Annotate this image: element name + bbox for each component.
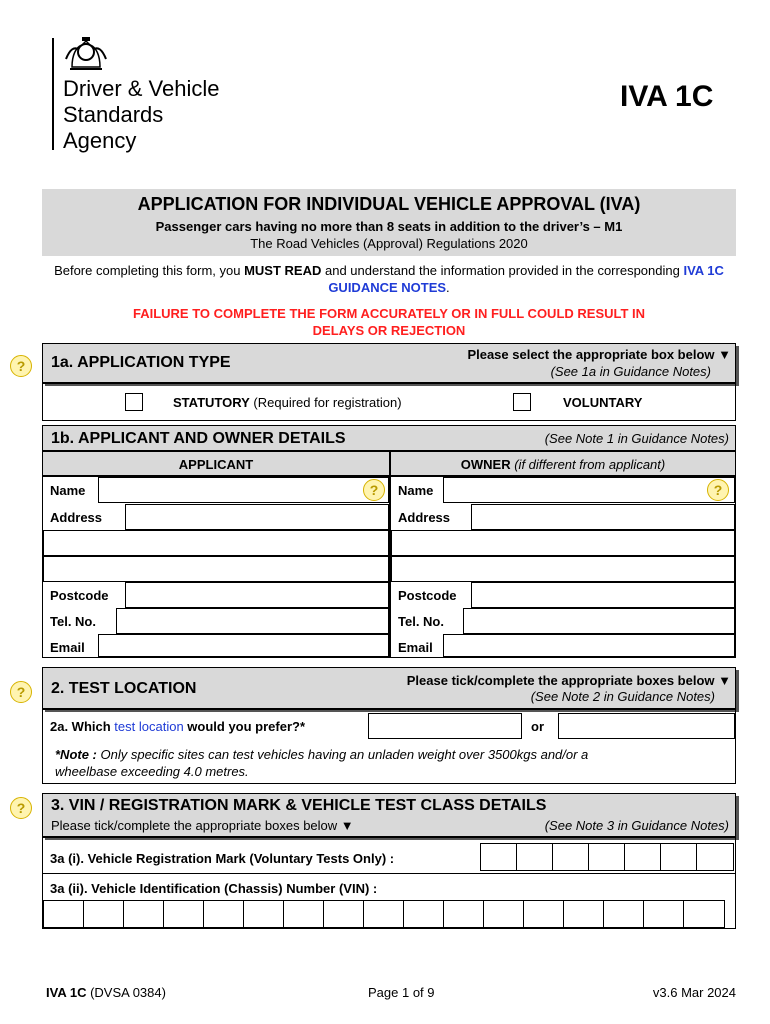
section-1b-header [42, 425, 736, 451]
section-1a-header [42, 343, 736, 383]
vin-char-box[interactable] [243, 900, 284, 928]
owner-postcode-field[interactable] [471, 582, 735, 608]
footer-form-code [46, 985, 166, 1000]
owner-tel-label: Tel. No. [398, 614, 444, 629]
test-location-link[interactable]: test location [114, 719, 184, 734]
section-1b-note: (See Note 1 in Guidance Notes) [544, 431, 729, 446]
applicant-postcode-field[interactable] [125, 582, 389, 608]
applicant-tel-field[interactable] [116, 608, 389, 634]
vin-char-box[interactable] [283, 900, 324, 928]
footer-code-bold: IVA 1C [46, 985, 87, 1000]
owner-email-field[interactable] [443, 634, 735, 657]
note-text: Only specific sites can test vehicles having an unladen weight over 3500kgs and/or a [96, 747, 589, 762]
owner-name-label: Name [398, 483, 434, 498]
vin-char-box[interactable] [683, 900, 725, 928]
owner-header-note: (if different from applicant) [510, 457, 666, 472]
title-block [42, 189, 736, 256]
applicant-header-label: APPLICANT [178, 457, 254, 472]
intro-part2: and understand the information provided in the corresponding [321, 263, 684, 278]
registration-char-box[interactable] [588, 843, 625, 871]
registration-char-box[interactable] [696, 843, 734, 871]
row-divider [43, 873, 735, 874]
form-subtitle: Passenger cars having no more than 8 seats in addition to the driver’s – M1 [155, 219, 623, 234]
vin-char-box[interactable] [323, 900, 364, 928]
applicant-address-label: Address [50, 510, 103, 525]
owner-name-field[interactable] [443, 477, 735, 503]
applicant-address-field-3[interactable] [43, 556, 389, 582]
or-label: or [531, 719, 544, 734]
voluntary-checkbox[interactable] [513, 393, 531, 411]
statutory-label [173, 395, 402, 410]
warning-line-1: FAILURE TO COMPLETE THE FORM ACCURATELY OR IN FULL COULD RESULT IN [132, 306, 646, 321]
owner-address-field-3[interactable] [391, 556, 735, 582]
applicant-tel-label: Tel. No. [50, 614, 96, 629]
help-question-icon[interactable]: ? [10, 797, 32, 819]
intro-part3: . [446, 280, 450, 295]
vin-char-box[interactable] [523, 900, 564, 928]
help-question-icon[interactable]: ? [10, 681, 32, 703]
registration-char-box[interactable] [480, 843, 517, 871]
section-1b-title: 1b. APPLICANT AND OWNER DETAILS [51, 430, 346, 447]
section-2-instruction: Please tick/complete the appropriate boxes below ▼ [406, 673, 731, 688]
note-label: *Note : [55, 747, 97, 762]
vin-char-box[interactable] [203, 900, 244, 928]
statutory-checkbox[interactable] [125, 393, 143, 411]
statutory-label-bold: STATUTORY [173, 395, 250, 410]
section-2-body [42, 709, 736, 784]
owner-email-label: Email [398, 640, 433, 655]
applicant-address-field-1[interactable] [125, 504, 389, 530]
registration-char-box[interactable] [516, 843, 553, 871]
test-location-field-1[interactable] [368, 713, 522, 739]
vin-char-box[interactable] [403, 900, 444, 928]
applicant-details [42, 476, 390, 658]
owner-postcode-label: Postcode [398, 588, 457, 603]
agency-line-1: Driver & Vehicle [63, 76, 220, 101]
vin-char-box[interactable] [43, 900, 84, 928]
owner-address-field-1[interactable] [471, 504, 735, 530]
owner-address-field-2[interactable] [391, 530, 735, 556]
form-title: APPLICATION FOR INDIVIDUAL VEHICLE APPROVAL (IVA) [137, 194, 641, 214]
vin-char-box[interactable] [483, 900, 524, 928]
section-3-note: (See Note 3 in Guidance Notes) [544, 818, 729, 833]
agency-line-3: Agency [63, 128, 137, 153]
test-location-field-2[interactable] [558, 713, 735, 739]
vin-char-box[interactable] [363, 900, 404, 928]
vin-char-box[interactable] [443, 900, 484, 928]
owner-details [390, 476, 736, 658]
applicant-name-label: Name [50, 483, 86, 498]
test-location-q-part2: would you prefer?* [183, 719, 306, 734]
warning-text [42, 305, 736, 339]
help-question-icon[interactable]: ? [363, 479, 385, 501]
section-2-title: 2. TEST LOCATION [51, 680, 197, 697]
intro-text [42, 262, 736, 296]
section-2-note: (See Note 2 in Guidance Notes) [530, 689, 715, 704]
footer-page-number: Page 1 of 9 [368, 985, 435, 1000]
form-regulation: The Road Vehicles (Approval) Regulations 2020 [250, 236, 528, 251]
applicant-name-field[interactable] [98, 477, 389, 503]
registration-mark-label: 3a (i). Vehicle Registration Mark (Voluntary Tests Only) : [50, 851, 395, 866]
intro-must-read: MUST READ [244, 263, 322, 278]
section-1a-options [42, 383, 736, 421]
test-location-note [55, 746, 588, 780]
agency-name [63, 76, 220, 154]
applicant-postcode-label: Postcode [50, 588, 109, 603]
section-1a-instruction: Please select the appropriate box below ▼ [467, 347, 731, 362]
section-1a-note: (See 1a in Guidance Notes) [550, 364, 711, 379]
help-question-icon[interactable]: ? [10, 355, 32, 377]
royal-crest-icon [62, 37, 110, 71]
owner-address-label: Address [398, 510, 451, 525]
applicant-address-field-2[interactable] [43, 530, 389, 556]
section-1a-title: 1a. APPLICATION TYPE [51, 354, 231, 371]
owner-column-header [390, 451, 736, 476]
test-location-q-part1: 2a. Which [50, 719, 115, 734]
vin-char-box[interactable] [563, 900, 604, 928]
owner-tel-field[interactable] [463, 608, 735, 634]
test-location-question [50, 719, 305, 734]
applicant-email-label: Email [50, 640, 85, 655]
help-question-icon[interactable]: ? [707, 479, 729, 501]
form-code: IVA 1C [620, 80, 714, 113]
vin-boxes [43, 900, 725, 928]
vin-char-box[interactable] [83, 900, 124, 928]
registration-mark-boxes [480, 843, 734, 871]
footer-code-rest: (DVSA 0384) [86, 985, 166, 1000]
statutory-label-rest: (Required for registration) [249, 395, 402, 410]
vin-char-box[interactable] [163, 900, 204, 928]
voluntary-label: VOLUNTARY [563, 395, 643, 410]
vin-label: 3a (ii). Vehicle Identification (Chassis) Number (VIN) : [50, 881, 378, 896]
registration-char-box[interactable] [624, 843, 661, 871]
vin-char-box[interactable] [603, 900, 644, 928]
logo-divider [52, 38, 54, 150]
section-3-instruction: Please tick/complete the appropriate boxes below ▼ [51, 818, 354, 833]
footer-version: v3.6 Mar 2024 [652, 985, 736, 1000]
section-3-title: 3. VIN / REGISTRATION MARK & VEHICLE TEST CLASS DETAILS [51, 797, 547, 814]
section-3-header [42, 793, 736, 837]
registration-char-box[interactable] [552, 843, 589, 871]
registration-char-box[interactable] [660, 843, 697, 871]
vin-char-box[interactable] [643, 900, 684, 928]
note-text-2: wheelbase exceeding 4.0 metres. [55, 764, 249, 779]
warning-line-2: DELAYS OR REJECTION [312, 323, 466, 338]
guidance-notes-link[interactable]: IVA 1C GUIDANCE NOTES [328, 263, 724, 295]
intro-part1: Before completing this form, you [54, 263, 245, 278]
section-3-body [42, 837, 736, 929]
section-2-header [42, 667, 736, 709]
vin-char-box[interactable] [123, 900, 164, 928]
applicant-column-header [42, 451, 390, 476]
applicant-email-field[interactable] [98, 634, 389, 657]
owner-header-label: OWNER [460, 457, 511, 472]
agency-line-2: Standards [63, 102, 164, 127]
